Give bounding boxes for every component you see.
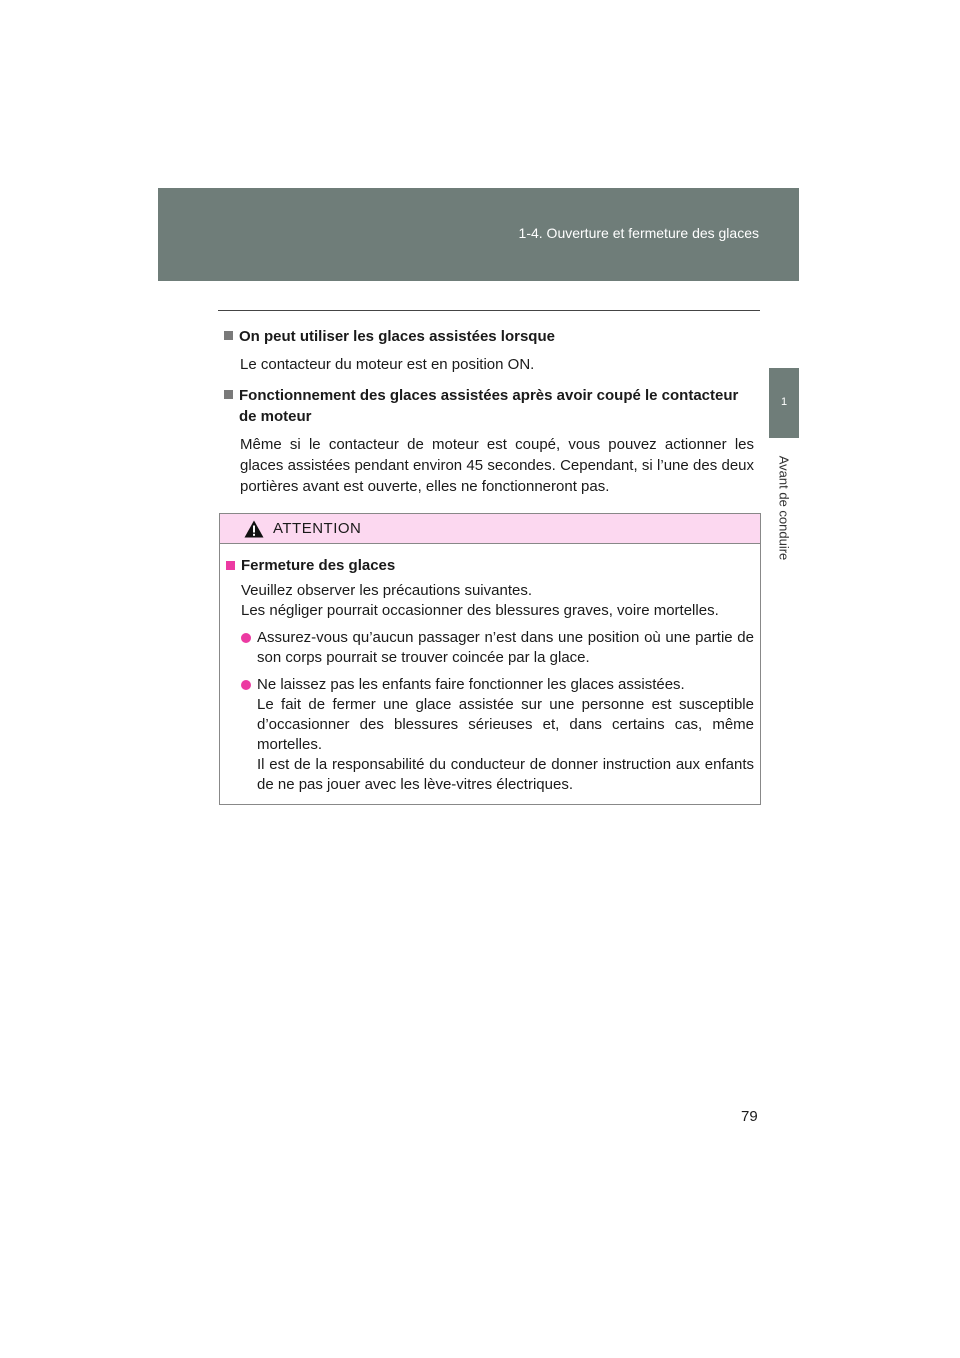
caution-header xyxy=(220,514,760,544)
square-bullet-icon xyxy=(226,561,235,570)
main-content xyxy=(222,326,754,507)
round-bullet-icon xyxy=(241,680,251,690)
section-title: 1-4. Ouverture et fermeture des glaces xyxy=(518,225,759,241)
caution-heading: Fermeture des glaces xyxy=(241,557,396,574)
bullet-line: Assurez-vous qu’aucun passager n’est dans une position où une partie de son corps pourrait se trouver coincée par la glace. xyxy=(257,629,754,666)
caution-body xyxy=(220,544,760,795)
chapter-number: 1 xyxy=(780,396,788,408)
caution-bullet xyxy=(226,675,754,795)
info-section xyxy=(222,326,754,375)
top-divider xyxy=(218,310,760,311)
square-bullet-icon xyxy=(224,390,233,399)
bullet-line: Il est de la responsabilité du conducteur de donner instruction aux enfants de ne pas jouer avec les lève-vitres électriques. xyxy=(257,756,754,793)
caution-title: ATTENTION xyxy=(273,520,362,537)
chapter-tab xyxy=(769,368,799,438)
info-section xyxy=(222,385,754,497)
section-heading: Fonctionnement des glaces assistées après avoir coupé le contacteur de moteur xyxy=(239,387,739,425)
warning-triangle-icon xyxy=(244,520,264,538)
bullet-line: Le fait de fermer une glace assistée sur une personne est susceptible d’occasionner des blessures sérieuses et, dans certains cas, même mortelles. xyxy=(257,696,754,753)
section-body: Même si le contacteur de moteur est coupé, vous pouvez actionner les glaces assistées pendant environ 45 secondes. Cependant, si l’une des deux portières avant est ouverte, elles ne fonctionneront pas. xyxy=(240,436,754,495)
section-heading: On peut utiliser les glaces assistées lorsque xyxy=(239,328,555,345)
round-bullet-icon xyxy=(241,633,251,643)
caution-intro xyxy=(226,581,754,621)
caution-intro-line: Veuillez observer les précautions suivantes. xyxy=(241,582,532,599)
chapter-header-band xyxy=(158,188,799,281)
page-number: 79 xyxy=(741,1108,758,1125)
bullet-line: Ne laissez pas les enfants faire fonctionner les glaces assistées. xyxy=(257,676,685,693)
chapter-side-label xyxy=(771,448,797,568)
caution-bullet xyxy=(226,628,754,668)
caution-box xyxy=(219,513,761,805)
caution-intro-line: Les négliger pourrait occasionner des blessures graves, voire mortelles. xyxy=(241,602,719,619)
square-bullet-icon xyxy=(224,331,233,340)
chapter-label-text: Avant de conduire xyxy=(776,455,792,561)
section-body: Le contacteur du moteur est en position ON. xyxy=(240,356,535,373)
